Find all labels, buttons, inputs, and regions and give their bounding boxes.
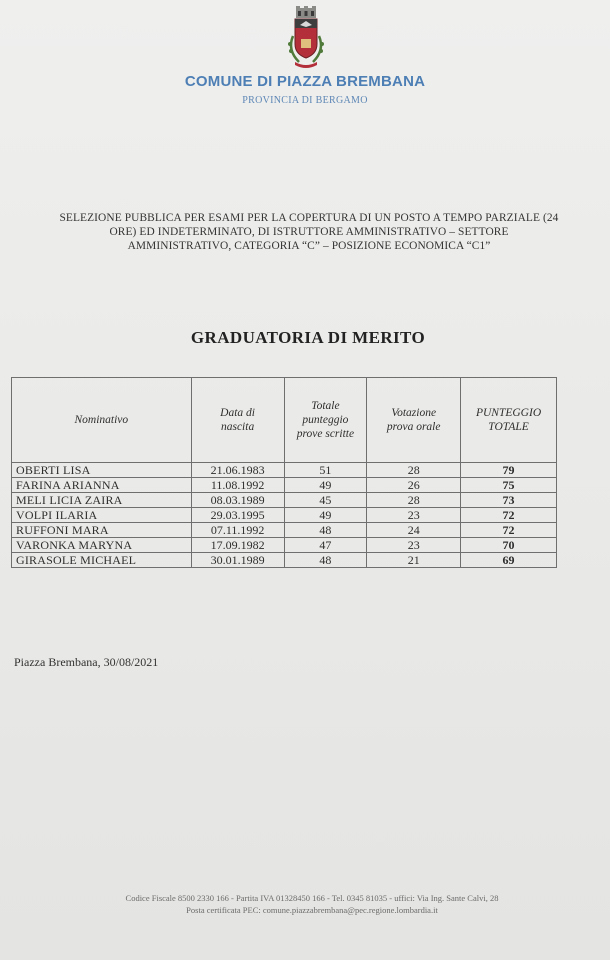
selection-line-1: SELEZIONE PUBBLICA PER ESAMI PER LA COPERTURA DI UN POSTO A TEMPO PARZIALE (24 xyxy=(59,212,559,224)
candidate-name-cell: OBERTI LISA xyxy=(12,463,192,478)
total-score-cell: 79 xyxy=(461,463,557,478)
candidate-name-cell: RUFFONI MARA xyxy=(12,523,192,538)
candidate-name-cell: GIRASOLE MICHAEL xyxy=(12,553,192,568)
province-name: PROVINCIA DI BERGAMO xyxy=(242,95,368,106)
table-row xyxy=(12,523,557,538)
total-score-cell: 75 xyxy=(461,478,557,493)
header-prova-orale: Votazione prova orale xyxy=(367,378,461,463)
total-score-cell: 73 xyxy=(461,493,557,508)
footer-fiscal-info: Codice Fiscale 8500 2330 166 - Partita IVA 01328450 166 - Tel. 0345 81035 - uffici: Via Ing. Sante Calvi, 28 xyxy=(125,893,499,903)
municipality-name: COMUNE DI PIAZZA BREMBANA xyxy=(184,73,426,90)
written-score-cell: 49 xyxy=(284,478,367,493)
coat-of-arms-icon xyxy=(283,6,329,72)
candidate-name-cell: MELI LICIA ZAIRA xyxy=(12,493,192,508)
candidate-name-cell: VARONKA MARYNA xyxy=(12,538,192,553)
header-punteggio-totale: PUNTEGGIO TOTALE xyxy=(461,378,557,463)
place-and-date: Piazza Brembana, 30/08/2021 xyxy=(14,655,159,669)
birth-date-cell: 29.03.1995 xyxy=(191,508,284,523)
ranking-title: GRADUATORIA DI MERITO xyxy=(190,328,426,347)
birth-date-cell: 17.09.1982 xyxy=(191,538,284,553)
total-score-cell: 69 xyxy=(461,553,557,568)
oral-score-cell: 23 xyxy=(367,538,461,553)
total-score-cell: 72 xyxy=(461,508,557,523)
selection-line-3: AMMINISTRATIVO, CATEGORIA “C” – POSIZIONE ECONOMICA “C1” xyxy=(127,240,491,252)
oral-score-cell: 28 xyxy=(367,493,461,508)
table-row xyxy=(12,463,557,478)
written-score-cell: 48 xyxy=(284,553,367,568)
table-row xyxy=(12,538,557,553)
birth-date-cell: 07.11.1992 xyxy=(191,523,284,538)
ranking-table xyxy=(11,377,557,568)
birth-date-cell: 11.08.1992 xyxy=(191,478,284,493)
table-row xyxy=(12,508,557,523)
table-row xyxy=(12,478,557,493)
candidate-name-cell: FARINA ARIANNA xyxy=(12,478,192,493)
written-score-cell: 49 xyxy=(284,508,367,523)
footer-pec-address: Posta certificata PEC: comune.piazzabrembana@pec.regione.lombardia.it xyxy=(186,905,438,915)
written-score-cell: 51 xyxy=(284,463,367,478)
selection-line-2: ORE) ED INDETERMINATO, DI ISTRUTTORE AMMINISTRATIVO – SETTORE xyxy=(109,226,509,238)
oral-score-cell: 28 xyxy=(367,463,461,478)
table-header-row xyxy=(12,378,557,463)
selection-description xyxy=(20,211,598,253)
birth-date-cell: 21.06.1983 xyxy=(191,463,284,478)
birth-date-cell: 30.01.1989 xyxy=(191,553,284,568)
candidate-name-cell: VOLPI ILARIA xyxy=(12,508,192,523)
table-row xyxy=(12,553,557,568)
birth-date-cell: 08.03.1989 xyxy=(191,493,284,508)
oral-score-cell: 26 xyxy=(367,478,461,493)
total-score-cell: 72 xyxy=(461,523,557,538)
written-score-cell: 45 xyxy=(284,493,367,508)
written-score-cell: 48 xyxy=(284,523,367,538)
oral-score-cell: 21 xyxy=(367,553,461,568)
header-data-nascita: Data di nascita xyxy=(191,378,284,463)
header-nominativo: Nominativo xyxy=(12,378,192,463)
total-score-cell: 70 xyxy=(461,538,557,553)
table-row xyxy=(12,493,557,508)
oral-score-cell: 23 xyxy=(367,508,461,523)
oral-score-cell: 24 xyxy=(367,523,461,538)
written-score-cell: 47 xyxy=(284,538,367,553)
header-prove-scritte: Totale punteggio prove scritte xyxy=(284,378,367,463)
